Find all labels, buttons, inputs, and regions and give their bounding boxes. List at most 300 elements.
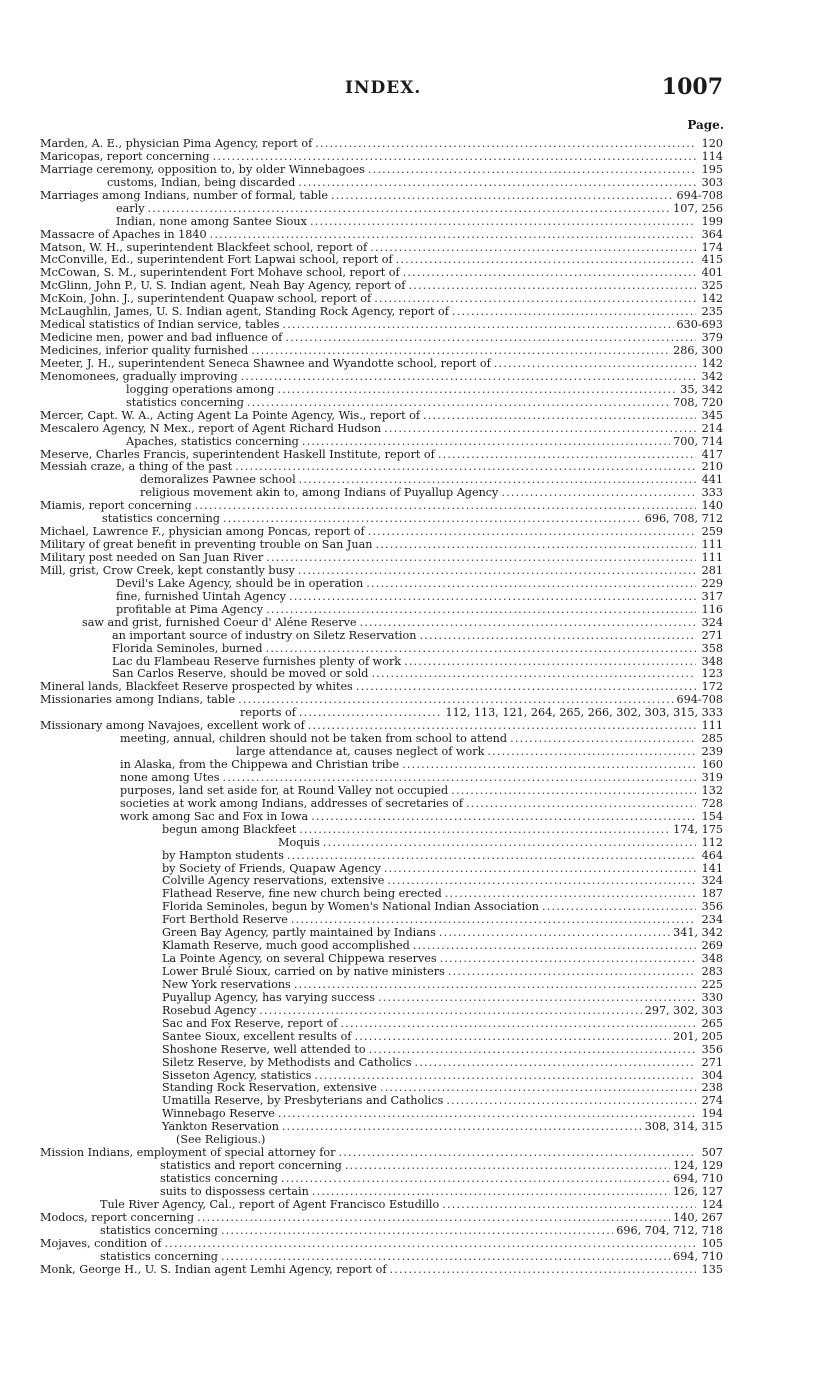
entry-text: Winnebago Reserve	[162, 1107, 275, 1121]
entry-text: McKoin, John. J., superintendent Quapaw school, report of	[40, 292, 372, 306]
entry-pages: 172	[701, 680, 723, 694]
entry-text: Indian, none among Santee Sioux	[116, 214, 307, 228]
index-entry	[40, 358, 723, 371]
index-entry	[40, 229, 723, 242]
dot-leader	[285, 332, 696, 345]
dot-leader	[446, 1095, 696, 1108]
index-entry	[40, 1018, 723, 1031]
index-entry	[40, 151, 723, 164]
entry-text: Lower Brulé Sioux, carried on by native ministers	[162, 965, 445, 978]
entry-text: Colville Agency reservations, extensive	[162, 874, 385, 888]
entry-pages: 111	[701, 551, 723, 564]
index-entry	[40, 1031, 723, 1044]
dot-leader	[282, 319, 673, 332]
index-entry	[40, 966, 723, 979]
index-entry	[40, 772, 723, 785]
entry-pages: 379	[701, 331, 723, 345]
entry-pages: 325	[701, 279, 723, 293]
index-entry	[40, 164, 723, 177]
entry-pages: 308, 314, 315	[644, 1120, 723, 1134]
entry-pages: 630-693	[676, 318, 723, 332]
dot-leader	[298, 177, 696, 190]
entry-text: suits to dispossess certain	[160, 1184, 309, 1198]
dot-leader	[384, 423, 696, 436]
entry-pages: 199	[701, 214, 723, 228]
dot-leader	[510, 733, 696, 746]
entry-text: logging operations among	[126, 382, 275, 396]
dot-leader	[221, 1225, 613, 1238]
entry-text: Meeter, J. H., superintendent Seneca Shawnee and Wyandotte school, report of	[40, 356, 491, 370]
entry-pages: 112, 113, 121, 264, 265, 266, 302, 303, 315, 333	[445, 706, 723, 720]
dot-leader	[423, 410, 696, 423]
index-entry	[40, 643, 723, 656]
dot-leader	[323, 837, 696, 850]
entry-text: Mescalero Agency, N Mex., report of Agent Richard Hudson	[40, 421, 382, 435]
entry-pages: 281	[701, 563, 723, 577]
index-entry	[40, 345, 723, 358]
index-entry	[40, 190, 723, 203]
entry-text: fine, furnished Uintah Agency	[116, 589, 286, 603]
entry-text: Medical statistics of Indian service, tables	[40, 318, 280, 332]
entry-text: Sac and Fox Reserve, report of	[162, 1016, 338, 1030]
entry-text: La Pointe Agency, on several Chippewa reserves	[162, 952, 437, 966]
index-entry	[40, 798, 723, 811]
entry-text: Menomonees, gradually improving	[40, 369, 238, 383]
dot-leader	[542, 901, 696, 914]
index-entry	[40, 410, 723, 423]
entry-text: Medicines, inferior quality furnished	[40, 344, 249, 357]
index-entry	[40, 1225, 723, 1238]
index-entry	[40, 630, 723, 643]
entry-text: Military post needed on San Juan River	[40, 551, 264, 564]
entry-text: Marden, A. E., physician Pima Agency, report of	[40, 137, 313, 150]
dot-leader	[213, 151, 696, 164]
entry-pages: 120	[701, 137, 723, 150]
entry-text: religious movement akin to, among Indians of Puyallup Agency	[140, 486, 499, 500]
entry-pages: 324	[701, 874, 723, 888]
dot-leader	[235, 461, 696, 474]
dot-leader	[487, 746, 696, 759]
index-entry	[40, 824, 723, 837]
page-number: 1007	[661, 74, 723, 100]
index-entry	[40, 992, 723, 1005]
index-entry	[40, 397, 723, 410]
index-entry	[40, 1070, 723, 1083]
entry-pages: 271	[701, 628, 723, 642]
dot-leader	[310, 216, 696, 229]
entry-text: Mineral lands, Blackfeet Reserve prospected by whites	[40, 680, 353, 694]
entry-pages: 297, 302, 303	[644, 1003, 723, 1017]
entry-text: large attendance at, causes neglect of work	[236, 745, 485, 759]
entry-pages: 269	[701, 939, 723, 953]
index-entry	[40, 837, 723, 850]
dot-leader	[281, 1173, 670, 1186]
dot-leader	[368, 526, 696, 539]
index-entry	[40, 565, 723, 578]
entry-pages: 239	[701, 745, 723, 759]
entry-text: Mill, grist, Crow Creek, kept constantly busy	[40, 563, 295, 577]
entry-text: statistics concerning	[100, 1223, 218, 1237]
dot-leader	[282, 1121, 642, 1134]
entry-text: Maricopas, report concerning	[40, 149, 210, 163]
entry-pages: 140	[701, 499, 723, 513]
entry-text: McGlinn, John P., U. S. Indian agent, Neah Bay Agency, report of	[40, 279, 406, 293]
entry-pages: 259	[701, 525, 723, 539]
entry-text: Klamath Reserve, much good accomplished	[162, 939, 410, 953]
entry-text: Florida Seminoles, burned	[112, 641, 263, 655]
entry-pages: 201, 205	[673, 1029, 723, 1043]
index-entry	[40, 578, 723, 591]
entry-text: Mercer, Capt. W. A., Acting Agent La Pointe Agency, Wis., report of	[40, 408, 421, 422]
entry-pages: 265	[701, 1016, 723, 1030]
entry-pages: 141	[701, 861, 723, 875]
entry-text: Missionaries among Indians, table	[40, 693, 236, 707]
entry-text: statistics concerning	[100, 1249, 218, 1263]
entry-pages: 694-708	[676, 188, 723, 202]
dot-leader	[451, 785, 696, 798]
dot-leader	[195, 500, 696, 513]
dot-leader	[438, 449, 696, 462]
dot-leader	[266, 604, 696, 617]
entry-pages: 319	[701, 770, 723, 784]
entry-pages: 154	[701, 809, 723, 823]
entry-text: Monk, George H., U. S. Indian agent Lemhi Agency, report of	[40, 1262, 387, 1276]
entry-text: Matson, W. H., superintendent Blackfeet school, report of	[40, 240, 368, 254]
dot-leader	[390, 1264, 696, 1277]
index-entry	[40, 1251, 723, 1264]
dot-leader	[289, 591, 696, 604]
entry-text: begun among Blackfeet	[162, 822, 297, 836]
dot-leader	[403, 267, 696, 280]
dot-leader	[448, 966, 696, 979]
entry-text: work among Sac and Fox in Iowa	[120, 809, 309, 823]
entry-text: Massacre of Apaches in 1840	[40, 227, 207, 241]
entry-text: statistics concerning	[102, 512, 220, 526]
dot-leader	[414, 1057, 696, 1070]
entry-pages: 694, 710	[673, 1249, 723, 1263]
entry-text: Rosebud Agency	[162, 1003, 257, 1017]
index-entry	[40, 901, 723, 914]
dot-leader	[404, 656, 696, 669]
index-entry	[40, 591, 723, 604]
dot-leader	[197, 1212, 670, 1225]
index-entry	[40, 759, 723, 772]
dot-leader	[241, 371, 696, 384]
entry-pages: 342	[701, 369, 723, 383]
entry-pages: 234	[701, 913, 723, 927]
dot-leader	[440, 953, 696, 966]
dot-leader	[368, 164, 696, 177]
entry-text: McCowan, S. M., superintendent Fort Mohave school, report of	[40, 266, 400, 280]
dot-leader	[302, 436, 670, 449]
index-entry	[40, 617, 723, 630]
entry-pages: 324	[701, 615, 723, 629]
entry-text: Green Bay Agency, partly maintained by Indians	[162, 926, 436, 940]
entry-text: Medicine men, power and bad influence of	[40, 331, 283, 345]
dot-leader	[278, 1108, 696, 1121]
entry-pages: 214	[701, 421, 723, 435]
entry-pages: 696, 704, 712, 718	[616, 1223, 723, 1237]
entry-text: Meserve, Charles Francis, superintendent Haskell Institute, report of	[40, 447, 435, 461]
dot-leader	[287, 850, 696, 863]
dot-leader	[312, 1186, 670, 1199]
dot-leader	[298, 565, 696, 578]
entry-text: early	[116, 201, 145, 215]
entry-pages: 304	[701, 1068, 723, 1082]
entry-pages: 114	[701, 149, 723, 163]
dot-leader	[408, 280, 696, 293]
entry-pages: 126, 127	[673, 1184, 723, 1198]
dot-leader	[366, 578, 696, 591]
entry-pages: 694-708	[676, 693, 723, 707]
index-entry	[40, 371, 723, 384]
entry-text: customs, Indian, being discarded	[107, 175, 296, 189]
entry-pages: 285	[701, 732, 723, 746]
entry-pages: 303	[701, 175, 723, 189]
dot-leader	[247, 397, 670, 410]
index-entry	[40, 203, 723, 216]
entry-text: Apaches, statistics concerning	[126, 434, 299, 448]
entry-pages: 111	[701, 719, 723, 733]
entry-text: by Society of Friends, Quapaw Agency	[162, 861, 381, 875]
dot-leader	[299, 824, 670, 837]
entry-pages: 116	[701, 602, 723, 616]
index-entries	[40, 138, 723, 1277]
index-entry	[40, 1044, 723, 1057]
entry-text: Mojaves, condition of	[40, 1236, 162, 1250]
dot-leader	[396, 254, 696, 267]
index-entry	[40, 1121, 723, 1134]
entry-pages: 123	[701, 667, 723, 681]
entry-pages: 441	[701, 473, 723, 487]
entry-pages: 140, 267	[673, 1210, 723, 1224]
dot-leader	[371, 668, 696, 681]
running-title: INDEX.	[345, 78, 422, 98]
index-entry	[40, 1160, 723, 1173]
entry-text: Flathead Reserve, fine new church being erected	[162, 887, 442, 901]
entry-text: Standing Rock Reservation, extensive	[162, 1081, 377, 1095]
dot-leader	[439, 927, 670, 940]
index-entry	[40, 811, 723, 824]
entry-pages: 286, 300	[673, 344, 723, 357]
entry-pages: 348	[701, 654, 723, 668]
entry-text: profitable at Pima Agency	[116, 602, 264, 616]
entry-pages: 210	[701, 460, 723, 474]
entry-pages: 195	[701, 162, 723, 176]
entry-text: in Alaska, from the Chippewa and Christian tribe	[120, 758, 400, 771]
index-entry	[40, 1238, 723, 1251]
entry-text: Military of great benefit in preventing trouble on San Juan	[40, 538, 373, 552]
entry-text: New York reservations	[162, 977, 291, 991]
entry-pages: 696, 708, 712	[644, 512, 723, 526]
index-entry	[40, 552, 723, 565]
dot-leader	[442, 1199, 696, 1212]
entry-pages: 317	[701, 589, 723, 603]
dot-leader	[370, 242, 696, 255]
dot-leader	[375, 539, 696, 552]
entry-text: reports of	[240, 706, 296, 720]
page-header	[0, 74, 820, 106]
entry-text: demoralizes Pawnee school	[140, 473, 296, 487]
dot-leader	[251, 345, 670, 358]
entry-text: Shoshone Reserve, well attended to	[162, 1042, 366, 1056]
index-entry	[40, 1173, 723, 1186]
entry-pages: 464	[701, 848, 723, 862]
index-entry	[40, 850, 723, 863]
dot-leader	[402, 759, 696, 772]
index-entry	[40, 1108, 723, 1121]
entry-pages: 358	[701, 641, 723, 655]
entry-pages: 271	[701, 1055, 723, 1069]
entry-text: Devil's Lake Agency, should be in operation	[116, 576, 364, 590]
entry-text: none among Utes	[120, 770, 220, 784]
index-entry	[40, 1186, 723, 1199]
dot-leader	[360, 617, 696, 630]
entry-text: Miamis, report concerning	[40, 499, 192, 513]
entry-text: statistics concerning	[126, 395, 244, 409]
entry-pages: 235	[701, 305, 723, 319]
entry-text: Missionary among Navajoes, excellent work of	[40, 719, 305, 733]
dot-leader	[452, 306, 696, 319]
index-entry	[40, 979, 723, 992]
entry-text: Santee Sioux, excellent results of	[162, 1029, 352, 1043]
dot-leader	[331, 190, 673, 203]
page-column-label: Page.	[687, 118, 724, 132]
entry-pages: 274	[701, 1094, 723, 1108]
entry-pages: 507	[701, 1146, 723, 1160]
entry-pages: 283	[701, 965, 723, 978]
entry-pages: 708, 720	[673, 395, 723, 409]
entry-pages: 135	[701, 1262, 723, 1276]
dot-leader	[210, 229, 696, 242]
dot-leader	[259, 1005, 641, 1018]
entry-text: statistics concerning	[160, 1172, 278, 1185]
index-entry	[40, 1147, 723, 1160]
dot-leader	[340, 1018, 696, 1031]
entry-pages: 364	[701, 227, 723, 241]
entry-text: an important source of industry on Siletz Reservation	[112, 628, 417, 642]
dot-leader	[378, 992, 696, 1005]
entry-text: Marriages among Indians, number of formal, table	[40, 188, 329, 202]
entry-text: McConville, Ed., superintendent Fort Lapwai school, report of	[40, 253, 393, 267]
entry-pages: 694, 710	[673, 1172, 723, 1185]
entry-text: Lac du Flambeau Reserve furnishes plenty of work	[112, 654, 402, 668]
entry-pages: 415	[701, 253, 723, 267]
index-entry	[40, 1199, 723, 1212]
dot-leader	[501, 487, 696, 500]
entry-pages: 229	[701, 576, 723, 590]
entry-pages: 401	[701, 266, 723, 280]
entry-pages: 225	[701, 977, 723, 991]
index-entry	[40, 604, 723, 617]
entry-text: Siletz Reserve, by Methodists and Catholics	[162, 1055, 412, 1069]
entry-pages: 238	[701, 1081, 723, 1095]
entry-pages: 35, 342	[680, 382, 723, 396]
dot-leader	[221, 1251, 670, 1264]
dot-leader	[413, 940, 696, 953]
index-entry	[40, 1212, 723, 1225]
entry-pages: 174, 175	[673, 822, 723, 836]
entry-pages: 124, 129	[673, 1159, 723, 1173]
entry-pages: 194	[701, 1107, 723, 1121]
entry-pages: 700, 714	[673, 434, 723, 448]
index-entry	[40, 436, 723, 449]
entry-pages: 728	[701, 796, 723, 810]
entry-text: McLaughlin, James, U. S. Indian agent, Standing Rock Agency, report of	[40, 305, 449, 319]
entry-text: Puyallup Agency, has varying success	[162, 990, 375, 1004]
entry-text: purposes, land set aside for, at Round Valley not occupied	[120, 783, 449, 797]
entry-text: meeting, annual, children should not be taken from school to attend	[120, 732, 508, 746]
dot-leader	[266, 643, 696, 656]
entry-text: Yankton Reservation	[162, 1120, 279, 1134]
index-entry	[40, 384, 723, 397]
entry-pages: 330	[701, 990, 723, 1004]
entry-text: Sisseton Agency, statistics	[162, 1068, 312, 1082]
entry-pages: 345	[701, 408, 723, 422]
index-entry	[40, 138, 723, 151]
dot-leader	[165, 1238, 696, 1251]
dot-leader	[294, 979, 696, 992]
index-entry	[40, 1057, 723, 1070]
entry-text: statistics and report concerning	[160, 1159, 342, 1173]
entry-pages: 105	[701, 1236, 723, 1250]
entry-pages: 124	[701, 1197, 723, 1211]
entry-text: (See Religious.)	[176, 1133, 266, 1147]
entry-pages: 174	[701, 240, 723, 254]
index-entry	[40, 1005, 723, 1018]
dot-leader	[384, 863, 696, 876]
entry-pages: 417	[701, 447, 723, 461]
entry-text: Umatilla Reserve, by Presbyterians and Catholics	[162, 1094, 444, 1108]
entry-text: by Hampton students	[162, 848, 284, 862]
entry-pages: 356	[701, 1042, 723, 1056]
dot-leader	[338, 1147, 696, 1160]
dot-leader	[466, 798, 696, 811]
entry-text: Michael, Lawrence F., physician among Poncas, report of	[40, 525, 365, 539]
entry-pages: 348	[701, 952, 723, 966]
dot-leader	[419, 630, 696, 643]
index-entry	[40, 216, 723, 229]
dot-leader	[311, 811, 696, 824]
dot-leader	[356, 681, 696, 694]
entry-pages: 112	[701, 835, 723, 849]
entry-text: Florida Seminoles, begun by Women's National Indian Association	[162, 900, 539, 914]
entry-text: San Carlos Reserve, should be moved or sold	[112, 667, 369, 681]
index-entry	[40, 423, 723, 436]
dot-leader	[277, 384, 677, 397]
entry-pages: 142	[701, 356, 723, 370]
entry-text: saw and grist, furnished Coeur d' Aléne Reserve	[82, 615, 357, 629]
entry-text: Messiah craze, a thing of the past	[40, 460, 233, 474]
entry-text: Marriage ceremony, opposition to, by older Winnebagoes	[40, 162, 365, 176]
entry-text: Mission Indians, employment of special attorney for	[40, 1146, 336, 1160]
entry-pages: 132	[701, 783, 723, 797]
entry-text: societies at work among Indians, addresses of secretaries of	[120, 796, 463, 810]
index-entry	[40, 177, 723, 190]
entry-text: Moquis	[278, 835, 320, 849]
entry-pages: 111	[701, 538, 723, 552]
entry-text: Fort Berthold Reserve	[162, 913, 288, 927]
index-entry	[40, 1095, 723, 1108]
index-entry	[40, 785, 723, 798]
dot-leader	[223, 772, 696, 785]
dot-leader	[315, 138, 696, 151]
entry-pages: 341, 342	[673, 926, 723, 940]
index-entry	[40, 1264, 723, 1277]
dot-leader	[299, 707, 443, 720]
entry-pages: 333	[701, 486, 723, 500]
dot-leader	[369, 1044, 696, 1057]
